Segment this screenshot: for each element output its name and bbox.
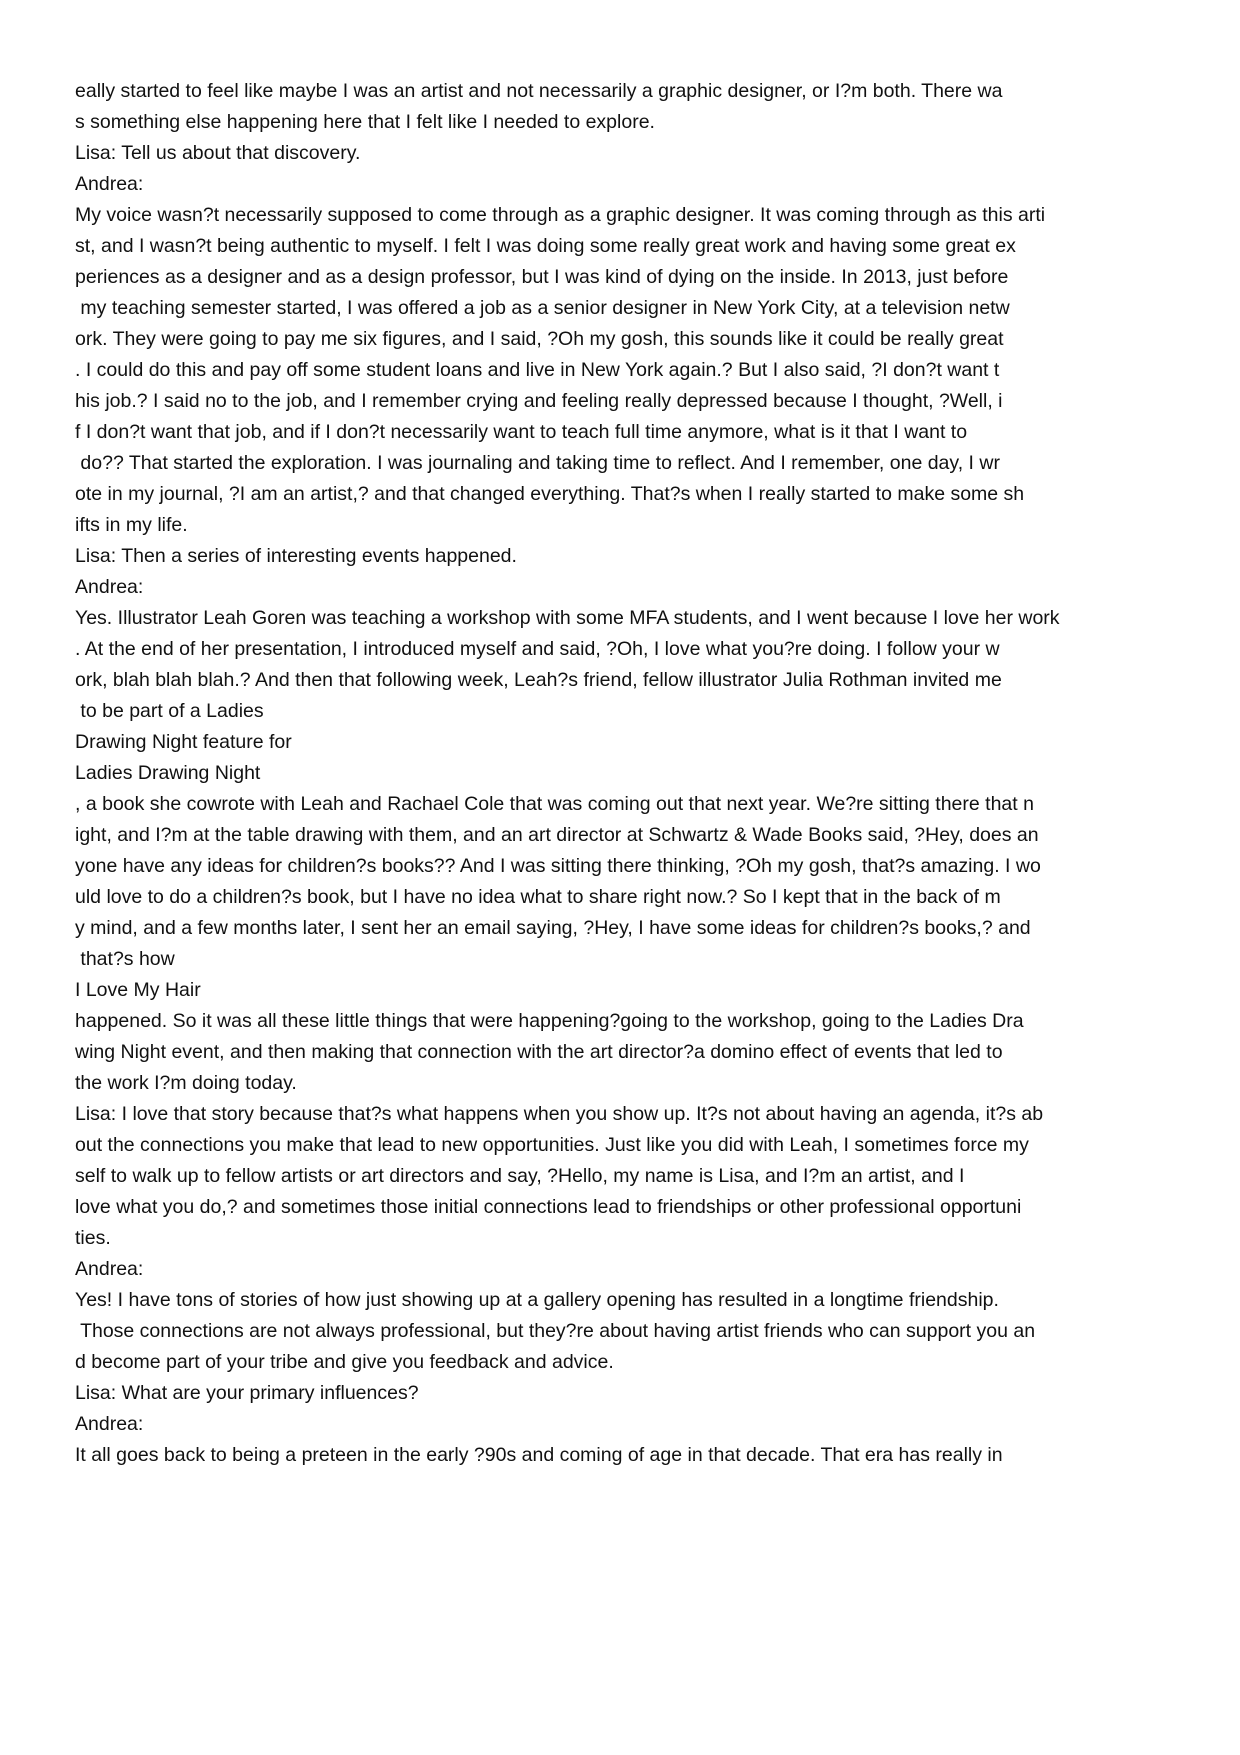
text-line: Lisa: Tell us about that discovery. (75, 142, 361, 164)
text-line: s something else happening here that I felt like I needed to explore. (75, 111, 655, 133)
text-line: ight, and I?m at the table drawing with them, and an art director at Schwartz & Wade Books said, ?Hey, does an (75, 824, 1039, 846)
text-line: Lisa: What are your primary influences? (75, 1382, 419, 1404)
text-line: Andrea: (75, 576, 144, 598)
text-line: . I could do this and pay off some student loans and live in New York again.? But I also said, ?I don?t want t (75, 359, 1000, 381)
text-line: My voice wasn?t necessarily supposed to come through as a graphic designer. It was coming through as this arti (75, 204, 1046, 226)
text-line: Yes! I have tons of stories of how just showing up at a gallery opening has resulted in a longtime friendship. (75, 1289, 999, 1311)
text-line: f I don?t want that job, and if I don?t necessarily want to teach full time anymore, what is it that I want to (75, 421, 968, 443)
text-line: his job.? I said no to the job, and I remember crying and feeling really depressed because I thought, ?Well, i (75, 390, 1003, 412)
text-line: periences as a designer and as a design professor, but I was kind of dying on the inside. In 2013, just before (75, 266, 1009, 288)
text-line: ote in my journal, ?I am an artist,? and that changed everything. That?s when I really started to make some sh (75, 483, 1025, 505)
text-line: Drawing Night feature for (75, 731, 292, 753)
text-line: st, and I wasn?t being authentic to myself. I felt I was doing some really great work and having some great ex (75, 235, 1016, 257)
text-line: that?s how (75, 948, 175, 970)
text-line: I Love My Hair (75, 979, 201, 1001)
text-line: y mind, and a few months later, I sent her an email saying, ?Hey, I have some ideas for children?s books,? and (75, 917, 1031, 939)
text-line: wing Night event, and then making that connection with the art director?a domino effect of events that led to (75, 1041, 1003, 1063)
text-line: Those connections are not always professional, but they?re about having artist friends who can support you an (75, 1320, 1036, 1342)
text-line: happened. So it was all these little things that were happening?going to the workshop, going to the Ladies Dra (75, 1010, 1024, 1032)
text-line: my teaching semester started, I was offered a job as a senior designer in New York City, at a television netw (75, 297, 1010, 319)
text-line: Andrea: (75, 1258, 144, 1280)
text-line: ifts in my life. (75, 514, 188, 536)
text-line: love what you do,? and sometimes those initial connections lead to friendships or other professional opportuni (75, 1196, 1022, 1218)
text-line: Lisa: Then a series of interesting events happened. (75, 545, 517, 567)
text-line: , a book she cowrote with Leah and Rachael Cole that was coming out that next year. We?re sitting there that n (75, 793, 1034, 815)
text-line: Ladies Drawing Night (75, 762, 261, 784)
text-line: to be part of a Ladies (75, 700, 264, 722)
text-line: yone have any ideas for children?s books?? And I was sitting there thinking, ?Oh my gosh, that?s amazing. I wo (75, 855, 1041, 877)
text-line: Andrea: (75, 173, 144, 195)
text-line: eally started to feel like maybe I was an artist and not necessarily a graphic designer, or I?m both. There wa (75, 80, 1003, 102)
document-page (75, 76, 1175, 1471)
text-line: . At the end of her presentation, I introduced myself and said, ?Oh, I love what you?re doing. I follow your w (75, 638, 1000, 660)
text-line: Andrea: (75, 1413, 144, 1435)
text-line: do?? That started the exploration. I was journaling and taking time to reflect. And I remember, one day, I wr (75, 452, 1000, 474)
text-line: Yes. Illustrator Leah Goren was teaching a workshop with some MFA students, and I went because I love her work (75, 607, 1060, 629)
text-line: ork. They were going to pay me six figures, and I said, ?Oh my gosh, this sounds like it could be really great (75, 328, 1004, 350)
text-line: self to walk up to fellow artists or art directors and say, ?Hello, my name is Lisa, and I?m an artist, and I (75, 1165, 965, 1187)
text-line: It all goes back to being a preteen in the early ?90s and coming of age in that decade. That era has really in (75, 1444, 1003, 1466)
text-line: ties. (75, 1227, 111, 1249)
text-line: d become part of your tribe and give you feedback and advice. (75, 1351, 614, 1373)
text-line: out the connections you make that lead to new opportunities. Just like you did with Leah, I sometimes force my (75, 1134, 1029, 1156)
text-line: Lisa: I love that story because that?s what happens when you show up. It?s not about having an agenda, it?s ab (75, 1103, 1044, 1125)
text-line: the work I?m doing today. (75, 1072, 297, 1094)
text-line: ork, blah blah blah.? And then that following week, Leah?s friend, fellow illustrator Julia Rothman invited me (75, 669, 1002, 691)
text-line: uld love to do a children?s book, but I have no idea what to share right now.? So I kept that in the back of m (75, 886, 1001, 908)
